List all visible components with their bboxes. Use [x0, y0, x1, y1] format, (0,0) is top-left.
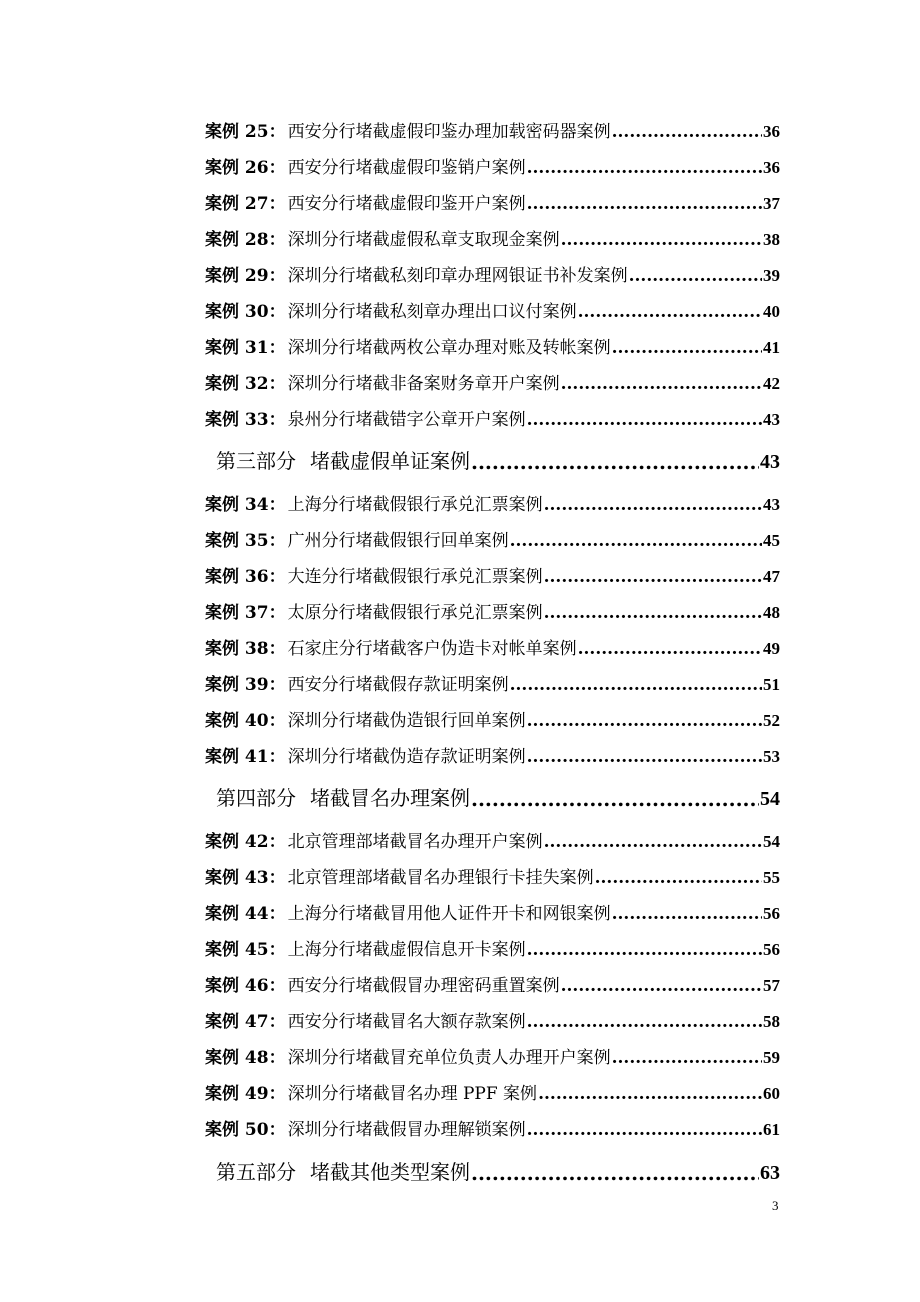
toc-entry-page: 59 — [763, 1048, 780, 1067]
toc-entry-title: 西安分行堵截假冒办理密码重置案例 — [287, 976, 560, 996]
toc-part-heading[interactable] — [216, 781, 780, 811]
toc-entry-page: 52 — [763, 711, 780, 730]
toc-entry-page: 36 — [763, 122, 780, 141]
dot-leader — [612, 338, 762, 358]
toc-entry-label: 案例 28： — [205, 230, 286, 250]
toc-entry-label: 案例 36： — [205, 567, 286, 587]
toc-part-page: 54 — [760, 788, 780, 810]
toc-entry[interactable] — [205, 1078, 780, 1104]
toc-entry[interactable] — [205, 1006, 780, 1032]
dot-leader — [578, 302, 762, 322]
toc-entry-title: 西安分行堵截假存款证明案例 — [287, 675, 509, 695]
dot-leader — [527, 1012, 762, 1032]
toc-entry[interactable] — [205, 116, 780, 142]
toc-part-label: 第四部分 — [216, 786, 296, 810]
dot-leader — [527, 940, 762, 960]
dot-leader — [578, 639, 762, 659]
toc-entry-page: 61 — [763, 1120, 780, 1139]
toc-part-title: 堵截虚假单证案例 — [310, 449, 470, 473]
toc-entry-page: 56 — [763, 904, 780, 923]
toc-part-heading[interactable] — [216, 1155, 780, 1185]
toc-entry-label: 案例 25： — [205, 122, 286, 142]
toc-entry-page: 53 — [763, 747, 780, 766]
toc-entry-label: 案例 27： — [205, 194, 286, 214]
toc-entry[interactable] — [205, 826, 780, 852]
toc-entry-page: 37 — [763, 194, 780, 213]
toc-entry-title: 深圳分行堵截两枚公章办理对账及转帐案例 — [287, 338, 611, 358]
dot-leader — [527, 747, 762, 767]
toc-entry-title: 北京管理部堵截冒名办理开户案例 — [287, 832, 543, 852]
toc-entry-title: 泉州分行堵截错字公章开户案例 — [287, 410, 526, 430]
dot-leader — [544, 495, 762, 515]
toc-entry-title: 石家庄分行堵截客户伪造卡对帐单案例 — [287, 639, 577, 659]
toc-part-label: 第五部分 — [216, 1160, 296, 1184]
toc-entry-title: 太原分行堵截假银行承兑汇票案例 — [287, 603, 543, 623]
toc-entry-title: 上海分行堵截虚假信息开卡案例 — [287, 940, 526, 960]
toc-entry-label: 案例 48： — [205, 1048, 286, 1068]
toc-part-title: 堵截其他类型案例 — [310, 1160, 470, 1184]
toc-entry-page: 57 — [763, 976, 780, 995]
toc-entry-page: 39 — [763, 266, 780, 285]
toc-entry-page: 45 — [763, 531, 780, 550]
toc-entry-page: 55 — [763, 868, 780, 887]
dot-leader — [561, 230, 762, 250]
toc-part-title: 堵截冒名办理案例 — [310, 786, 470, 810]
toc-entry-title: 西安分行堵截冒名大额存款案例 — [287, 1012, 526, 1032]
dot-leader — [544, 603, 762, 623]
dot-leader — [538, 1084, 762, 1104]
toc-entry-label: 案例 46： — [205, 976, 286, 996]
toc-entry-label: 案例 44： — [205, 904, 286, 924]
toc-entry[interactable] — [205, 633, 780, 659]
toc-entry-page: 47 — [763, 567, 780, 586]
toc-entry-title: 深圳分行堵截非备案财务章开户案例 — [287, 374, 560, 394]
toc-entry-title: 深圳分行堵截冒充单位负责人办理开户案例 — [287, 1048, 611, 1068]
toc-entry-title: 深圳分行堵截冒名办理 PPF 案例 — [287, 1084, 538, 1104]
toc-entry-page: 54 — [763, 832, 780, 851]
toc-entry-label: 案例 34： — [205, 495, 286, 515]
dot-leader — [510, 531, 762, 551]
dot-leader — [527, 1120, 762, 1140]
dot-leader — [527, 194, 762, 214]
toc-entry[interactable] — [205, 561, 780, 587]
toc-entry[interactable] — [205, 597, 780, 623]
toc-entry-page: 51 — [763, 675, 780, 694]
toc-entry-title: 深圳分行堵截假冒办理解锁案例 — [287, 1120, 526, 1140]
dot-leader — [612, 122, 762, 142]
toc-entry-title: 深圳分行堵截伪造存款证明案例 — [287, 747, 526, 767]
toc-entry-title: 北京管理部堵截冒名办理银行卡挂失案例 — [287, 868, 594, 888]
dot-leader — [629, 266, 762, 286]
toc-entry-title: 深圳分行堵截伪造银行回单案例 — [287, 711, 526, 731]
toc-entry-label: 案例 29： — [205, 266, 286, 286]
toc-entry-label: 案例 43： — [205, 868, 286, 888]
dot-leader — [612, 1048, 762, 1068]
dot-leader — [612, 904, 762, 924]
toc-entry-page: 56 — [763, 940, 780, 959]
toc-entry-title: 深圳分行堵截虚假私章支取现金案例 — [287, 230, 560, 250]
toc-entry-label: 案例 38： — [205, 639, 286, 659]
dot-leader — [544, 567, 762, 587]
toc-entry-title: 上海分行堵截假银行承兑汇票案例 — [287, 495, 543, 515]
toc-entry-label: 案例 41： — [205, 747, 286, 767]
toc-entry-label: 案例 30： — [205, 302, 286, 322]
dot-leader — [561, 374, 762, 394]
toc-entry[interactable] — [205, 898, 780, 924]
dot-leader — [471, 787, 759, 811]
toc-entry[interactable] — [205, 934, 780, 960]
toc-entry-title: 广州分行堵截假银行回单案例 — [287, 531, 509, 551]
dot-leader — [527, 410, 762, 430]
toc-part-label: 第三部分 — [216, 449, 296, 473]
toc-part-heading[interactable] — [216, 444, 780, 474]
dot-leader — [527, 711, 762, 731]
toc-entry-title: 深圳分行堵截私刻章办理出口议付案例 — [287, 302, 577, 322]
dot-leader — [595, 868, 762, 888]
dot-leader — [510, 675, 762, 695]
toc-entry-page: 41 — [763, 338, 780, 357]
toc-entry[interactable] — [205, 1114, 780, 1140]
toc-entry[interactable] — [205, 705, 780, 731]
toc-entry-label: 案例 33： — [205, 410, 286, 430]
toc-entry-label: 案例 26： — [205, 158, 286, 178]
toc-entry[interactable] — [205, 525, 780, 551]
toc-entry[interactable] — [205, 741, 780, 767]
toc-entry-label: 案例 39： — [205, 675, 286, 695]
dot-leader — [471, 1161, 759, 1185]
toc-entry[interactable] — [205, 404, 780, 430]
toc-entry-title: 西安分行堵截虚假印鉴开户案例 — [287, 194, 526, 214]
toc-entry[interactable] — [205, 152, 780, 178]
toc-part-page: 43 — [760, 451, 780, 473]
toc-entry[interactable] — [205, 970, 780, 996]
toc-entry-page: 38 — [763, 230, 780, 249]
page-number: 3 — [772, 1198, 779, 1213]
toc-entry-title: 深圳分行堵截私刻印章办理网银证书补发案例 — [287, 266, 628, 286]
toc-entry[interactable] — [205, 368, 780, 394]
toc-entry-label: 案例 45： — [205, 940, 286, 960]
toc-entry-page: 40 — [763, 302, 780, 321]
toc-entry[interactable] — [205, 296, 780, 322]
dot-leader — [527, 158, 762, 178]
toc-entry-page: 48 — [763, 603, 780, 622]
toc-entry-label: 案例 37： — [205, 603, 286, 623]
toc-entry-label: 案例 42： — [205, 832, 286, 852]
toc-entry-label: 案例 47： — [205, 1012, 286, 1032]
toc-entry[interactable] — [205, 332, 780, 358]
toc-entry-page: 42 — [763, 374, 780, 393]
toc-entry-label: 案例 49： — [205, 1084, 286, 1104]
toc-entry-label: 案例 40： — [205, 711, 286, 731]
toc-entry[interactable] — [205, 224, 780, 250]
toc-part-page: 63 — [760, 1162, 780, 1184]
toc-entry-page: 36 — [763, 158, 780, 177]
toc-entry-title: 大连分行堵截假银行承兑汇票案例 — [287, 567, 543, 587]
toc-entry[interactable] — [205, 188, 780, 214]
toc-entry-label: 案例 50： — [205, 1120, 286, 1140]
toc-entry-label: 案例 31： — [205, 338, 286, 358]
dot-leader — [471, 450, 759, 474]
toc-entry[interactable] — [205, 862, 780, 888]
dot-leader — [561, 976, 762, 996]
toc-entry-label: 案例 32： — [205, 374, 286, 394]
dot-leader — [544, 832, 762, 852]
toc-entry[interactable] — [205, 260, 780, 286]
toc-entry-page: 43 — [763, 495, 780, 514]
toc-entry-title: 西安分行堵截虚假印鉴办理加载密码器案例 — [287, 122, 611, 142]
toc-entry[interactable] — [205, 669, 780, 695]
toc-entry-page: 58 — [763, 1012, 780, 1031]
toc-entry-page: 60 — [763, 1084, 780, 1103]
toc-entry[interactable] — [205, 489, 780, 515]
toc-entry-title: 上海分行堵截冒用他人证件开卡和网银案例 — [287, 904, 611, 924]
toc-entry-page: 49 — [763, 639, 780, 658]
toc-entry-title: 西安分行堵截虚假印鉴销户案例 — [287, 158, 526, 178]
toc-entry-page: 43 — [763, 410, 780, 429]
toc-entry-label: 案例 35： — [205, 531, 286, 551]
toc-entry[interactable] — [205, 1042, 780, 1068]
